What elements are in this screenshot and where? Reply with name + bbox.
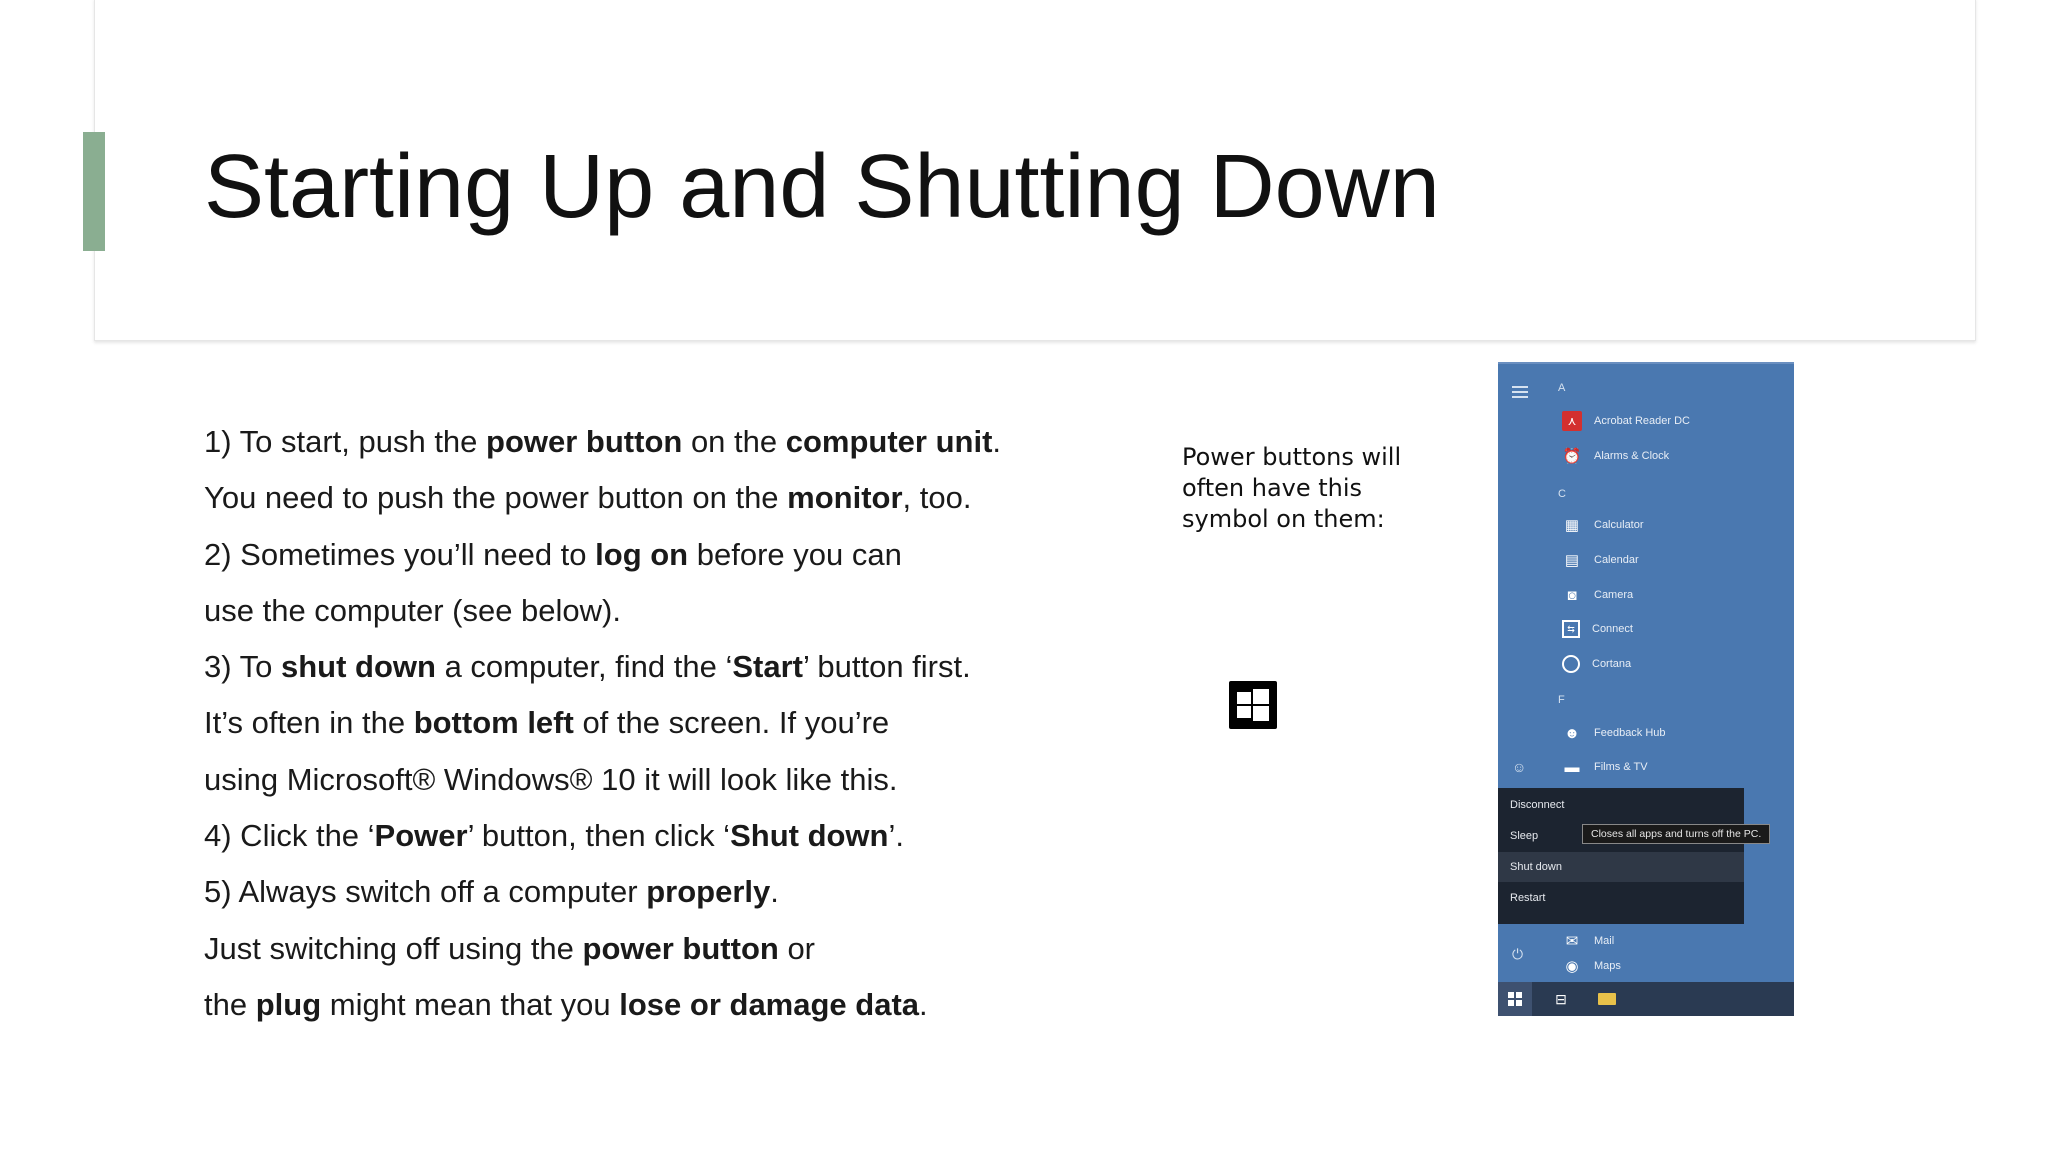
app-calculator[interactable]: ▦ Calculator	[1562, 512, 1644, 538]
text-run: on the	[682, 424, 786, 459]
text-run: 4) Click the ‘	[204, 818, 375, 854]
bold-text-run: plug	[255, 986, 322, 1022]
app-cortana[interactable]: Cortana	[1562, 651, 1631, 677]
power-menu-disconnect[interactable]: Disconnect	[1510, 799, 1565, 811]
text-run: of the screen. If you’re	[573, 705, 890, 741]
app-connect[interactable]: ⇆ Connect	[1562, 616, 1633, 642]
app-maps[interactable]: ◉ Maps	[1562, 956, 1621, 976]
text-run: You need to push the power button on the	[204, 480, 788, 516]
calculator-icon: ▦	[1564, 517, 1580, 534]
text-run: .	[919, 986, 928, 1022]
body-line	[204, 864, 1104, 920]
bold-text-run: shut down	[280, 649, 436, 685]
bold-text-run: bottom left	[413, 705, 574, 741]
windows-logo-icon	[1229, 681, 1277, 729]
task-view-icon[interactable]: ⊟	[1555, 990, 1567, 1007]
file-explorer-icon[interactable]	[1590, 982, 1624, 1016]
text-run: ’ button first.	[803, 649, 971, 685]
app-calendar[interactable]: ▤ Calendar	[1562, 547, 1639, 573]
text-run: 2) Sometimes you’ll need to	[204, 536, 596, 572]
app-feedback-hub[interactable]: ☻ Feedback Hub	[1562, 720, 1666, 746]
body-text	[204, 414, 1104, 1033]
text-run: Just switching off using the	[204, 930, 583, 966]
bold-text-run: computer unit	[785, 424, 993, 459]
maps-icon: ◉	[1565, 958, 1579, 975]
power-menu-shut-down[interactable]: Shut down	[1498, 852, 1744, 882]
calendar-icon: ▤	[1564, 552, 1580, 569]
body-line	[204, 977, 1104, 1033]
text-run: before you can	[688, 536, 902, 572]
group-letter-a: A	[1558, 382, 1566, 394]
film-icon: ▬	[1564, 758, 1580, 776]
body-line	[204, 695, 1104, 751]
text-run: .	[770, 874, 779, 910]
windows-logo-icon	[1508, 992, 1522, 1006]
text-run: might mean that you	[321, 986, 620, 1022]
group-letter-f: F	[1558, 694, 1565, 706]
app-acrobat-reader[interactable]: ⋏ Acrobat Reader DC	[1562, 408, 1690, 434]
text-run: a computer, find the ‘	[435, 649, 733, 685]
body-line	[204, 752, 1104, 808]
bold-text-run: lose or damage data	[619, 986, 920, 1022]
cortana-icon	[1562, 655, 1580, 673]
body-line	[204, 921, 1104, 977]
text-run: , too.	[902, 480, 972, 516]
bold-text-run: Start	[732, 649, 804, 685]
power-icon[interactable]: ⏻	[1512, 946, 1524, 962]
bold-text-run: Shut down	[730, 818, 889, 854]
feedback-icon: ☻	[1564, 724, 1580, 742]
group-letter-c: C	[1558, 488, 1566, 500]
user-avatar-icon[interactable]: ☺	[1512, 759, 1527, 775]
alarm-clock-icon: ⏰	[1562, 448, 1582, 465]
bold-text-run: power button	[486, 424, 683, 459]
body-line	[204, 527, 1104, 583]
taskbar	[1498, 982, 1794, 1016]
app-camera[interactable]: ◙ Camera	[1562, 582, 1633, 608]
app-alarms-clock[interactable]: ⏰ Alarms & Clock	[1562, 448, 1670, 465]
accent-bar	[83, 132, 105, 251]
hamburger-icon[interactable]	[1512, 386, 1528, 401]
bold-text-run: log on	[595, 536, 689, 572]
power-menu-restart[interactable]: Restart	[1510, 892, 1546, 904]
body-line	[204, 808, 1104, 864]
power-menu	[1498, 788, 1744, 924]
text-run: ’ button, then click ‘	[467, 818, 731, 854]
side-note: Power buttons will often have this symbol on them:	[1182, 443, 1402, 533]
text-run: 5) Always switch off a computer	[204, 874, 647, 910]
text-run: ’.	[888, 818, 904, 854]
text-run: use the computer (see below).	[204, 592, 621, 628]
power-menu-sleep[interactable]: Sleep	[1510, 830, 1539, 842]
body-line	[204, 583, 1104, 639]
camera-icon: ◙	[1567, 586, 1577, 604]
bold-text-run: power button	[582, 930, 779, 966]
mail-icon: ✉	[1565, 933, 1579, 950]
text-run: using Microsoft® Windows® 10 it will look like this.	[204, 761, 898, 797]
shut-down-tooltip: Closes all apps and turns off the PC.	[1582, 824, 1770, 844]
text-run: or	[778, 930, 816, 966]
bold-text-run: properly	[646, 874, 771, 910]
text-run: the	[204, 986, 256, 1022]
acrobat-icon: ⋏	[1562, 411, 1582, 431]
bold-text-run: Power	[374, 818, 468, 854]
app-films-tv[interactable]: ▬ Films & TV	[1562, 754, 1648, 780]
text-run: 1) To start, push the	[204, 424, 487, 459]
app-mail[interactable]: ✉ Mail	[1562, 928, 1614, 954]
body-line	[204, 639, 1104, 695]
body-line	[204, 414, 1104, 470]
body-line	[204, 470, 1104, 526]
bold-text-run: monitor	[787, 480, 903, 516]
connect-icon: ⇆	[1562, 620, 1580, 638]
start-menu-screenshot	[1498, 362, 1794, 1016]
text-run: 3) To	[204, 649, 281, 685]
text-run: .	[992, 424, 1002, 459]
text-run: It’s often in the	[204, 705, 414, 741]
start-button[interactable]	[1498, 982, 1532, 1016]
slide-title: Starting Up and Shutting Down	[204, 137, 1440, 237]
